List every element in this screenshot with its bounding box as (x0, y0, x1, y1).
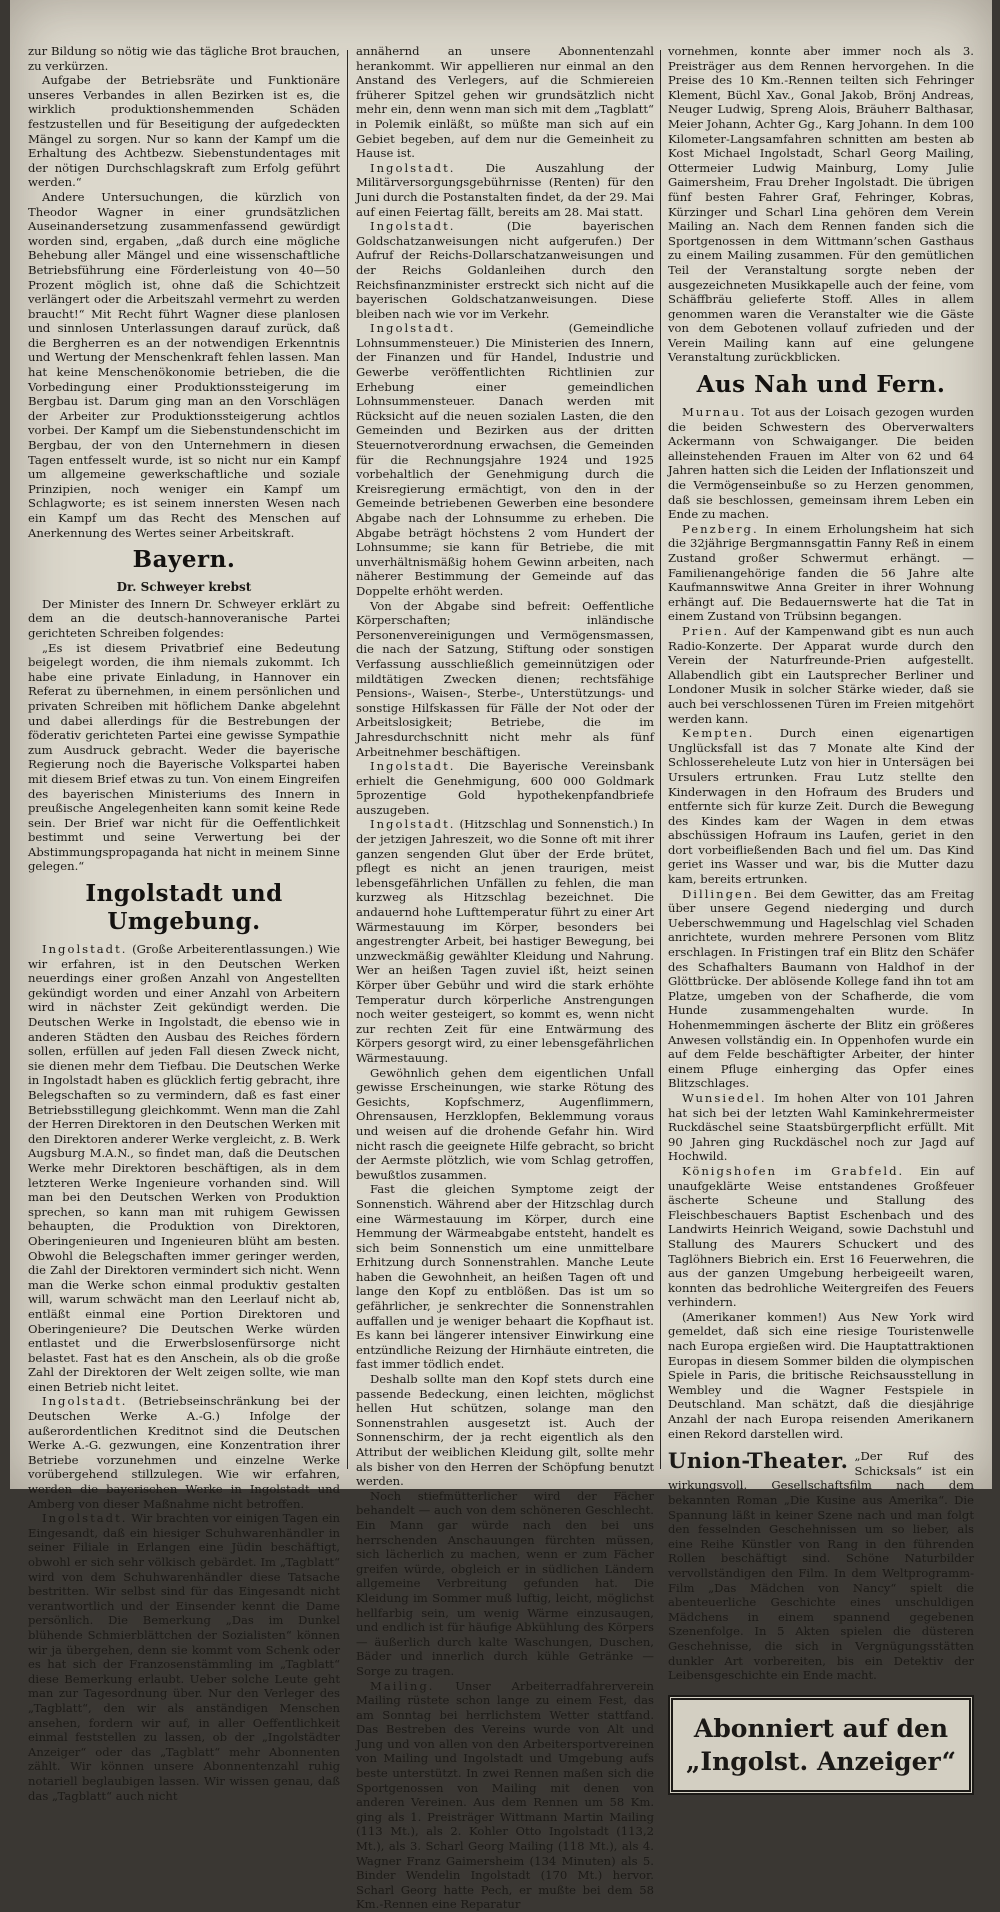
ad-line: „Ingolst. Anzeiger“ (679, 1745, 963, 1778)
column-rule (347, 50, 348, 1469)
article-paragraph (356, 817, 654, 1065)
article-paragraph (668, 1164, 974, 1310)
column-right (668, 44, 974, 1483)
article-paragraph: Deshalb sollte man den Kopf stets durch eine passende Bedeckung, einen leichten, möglichst hellen Hut schützen, solange man den Sonnenstrahlen ausgesetzt ist. Auch der Sonnenschirm, der ja recht eigentlich als den Attribut der weiblichen Kleidung gilt, sollte mehr als bisher von den Herren der Schöpfung benutzt werden. (356, 1372, 654, 1489)
dateline: Penzberg. (682, 522, 759, 536)
article-text: In einem Erholungsheim hat sich die 32jährige Bergmannsgattin Fanny Reß in einem Zustand großer Schwermut erhängt. — Familienangehörige fanden die 56 Jahre alte Kaufmannswitwe Anna Greiter in ihrer Wohnung erhängt auf. Die Bedauernswerte hat die Tat in einem Zustand von Trübsinn begangen. (668, 522, 974, 624)
article-paragraph: „Es ist diesem Privatbrief eine Bedeutung beigelegt worden, die ihm niemals zukommt. Ich habe eine private Einladung, in Hannover ein Referat zu übernehmen, in einem persönlichen und privaten Schreiben mit höflichem Danke abgelehnt und dabei allerdings für die Bestrebungen der föderativ gerichteten Partei eine gewisse Sympathie zum Ausdruck gebracht. Weder die bayerische Regierung noch die Bayerische Volkspartei haben mit diesem Brief etwas zu tun. Von einem Eingreifen des bayerischen Ministeriums des Innern in preußische Angelegenheiten kann somit keine Rede sein. Der Brief war nicht für die Oeffentlichkeit bestimmt und seine Verwertung bei der Abstimmungspropaganda hat nicht in meinem Sinne gelegen.“ (28, 641, 340, 875)
section-heading-bayern: Bayern. (28, 546, 340, 574)
column-middle (356, 44, 654, 1483)
column-left (28, 44, 340, 1483)
dateline: Ingolstadt. (370, 219, 455, 233)
article-text: Wir brachten vor einigen Tagen ein Eingesandt, daß ein hiesiger Schuhwarenhändler in seiner Filiale in Erlangen eine Jüdin beschäftigt, obwohl er sich sehr völkisch gebärdet. Im „Tagblatt“ wird von dem Schuhwarenhändler diese Tatsache bestritten. Wir selbst sind für das Eingesandt nicht verantwortlich und der Einsender kennt die Dame persönlich. Die Bemerkung „Das im Dunkel blühende Schmierblättchen der Sozialisten“ können wir ja übergehen, denn sie kommt vom Schenk oder es hat sich der Franzosenstämmling im „Tagblatt“ diese Bemerkung erlaubt. Ueber solche Leute geht man zur Tagesordnung über. Nur den Verleger des „Tagblatt“, den wir als anständigen Menschen ansehen, fordern wir auf, in aller Oeffentlichkeit einmal feststellen zu lassen, ob der „Ingolstädter Anzeiger“ oder das „Tagblatt“ mehr Abonnenten zählt. Wir können unsere Abonnentenzahl ruhig notariell beglaubigen lassen. Wir wissen genau, daß das „Tagblatt“ auch nicht (28, 1511, 340, 1802)
dateline: Prien. (682, 624, 729, 638)
theater-notice (668, 1449, 974, 1683)
dateline: Ingolstadt. (370, 321, 455, 335)
article-paragraph: Gewöhnlich gehen dem eigentlichen Unfall gewisse Erscheinungen, wie starke Rötung des Gesichts, Kopfschmerz, Augenflimmern, Ohrensausen, Herzklopfen, Beklemmung voraus und weisen auf die drohende Gefahr hin. Wird nicht rasch die geeignete Hilfe gebracht, so bricht der Aermste plötzlich, wie vom Schlag getroffen, bewußtlos zusammen. (356, 1066, 654, 1183)
article-paragraph (28, 942, 340, 1394)
article-paragraph (28, 1511, 340, 1803)
article-paragraph: vornehmen, konnte aber immer noch als 3. Preisträger aus dem Rennen hervorgehen. In die Preise des 10 Km.-Rennen teilten sich Fehringer Klement, Büchl Xav., Gonal Jakob, Brönj Andreas, Neuger Ludwig, Spreng Alois, Bräuherr Balthasar, Meier Johann, Achter Gg., Karg Johann. In dem 100 Kilometer-Langsamfahren schnitten am besten ab Kost Michael Ingolstadt, Scharl Georg Mailing, Ottermeier Ludwig Mainburg, Lomy Julie Gaimersheim, Frau Dreher Ingolstadt. Die übrigen fünf besten Fahrer Graf, Fehringer, Kobras, Kürzinger und Scharl Lina gehören dem Verein Mailing an. Nach dem Rennen fanden sich die Sportgenossen in dem Wittmann’schen Gasthaus zu einem Mailing zusammen. Für den gemütlichen Teil der Veranstaltung sorgte neben der ausgezeichneten Musikkapelle auch der feine, vom Schäffbräu gelieferte Stoff. Alles in allem genommen waren die Veranstalter wie die Gäste von dem Gebotenen vollauf zufrieden und der Verein Mailing kann auf eine gelungene Veranstaltung zurückblicken. (668, 44, 974, 365)
article-paragraph (28, 1394, 340, 1511)
article-text: Durch einen eigenartigen Unglücksfall ist das 7 Monate alte Kind der Schlossereheleute Lutz von hier in Untersägen bei Ursulers ertrunken. Frau Lutz stellte den Kinderwagen in den Hofraum des Bruders und entfernte sich für kurze Zeit. Durch die Bewegung des Kindes kam der Wagen in dem etwas abschüssigen Hofraum ins Laufen, geriet in den dort vorbeifließenden Bach und fiel um. Das Kind geriet ins Wasser und war, bis die Mutter dazu kam, bereits ertrunken. (668, 726, 974, 886)
article-paragraph (668, 726, 974, 887)
article-paragraph (668, 1091, 974, 1164)
dateline: Ingolstadt. (370, 759, 455, 773)
dateline: Dillingen. (682, 887, 759, 901)
article-text: Unser Arbeiterradfahrerverein Mailing rüstete schon lange zu einem Fest, das am Sonntag bei herrlichstem Wetter stattfand. Das Bestreben des Vereins wurde von Alt und Jung und von allen von den Arbeitersportvereinen von Mailing und Ingolstadt und Umgebung aufs beste unterstützt. In zwei Rennen maßen sich die Sportgenossen von Mailing mit denen von anderen Vereinen. Aus dem Rennen um 58 Km. ging als 1. Preisträger Wittmann Martin Mailing (113 Mt.), als 2. Kohler Otto Ingolstadt (113,2 Mt.), als 3. Scharl Georg Mailing (118 Mt.), als 4. Wagner Franz Gaimersheim (134 Minuten) als 5. Binder Wendelin Ingolstadt (170 Mt.) hervor. Scharl Georg hatte Pech, er mußte bei dem 58 Km.-Rennen eine Reparatur (356, 1679, 654, 1912)
article-paragraph: annähernd an unsere Abonnentenzahl herankommt. Wir appellieren nur einmal an den Anstand des Verlegers, auf die Schmiereien früherer Spitzel gehen wir grundsätzlich nicht mehr ein, denn wenn man sich mit dem „Tagblatt“ in Polemik einläßt, so müßte man sich auf ein Gebiet begeben, auf dem nur die Gemeinheit zu Hause ist. (356, 44, 654, 161)
subscription-ad (668, 1695, 974, 1795)
article-text: (Hitzschlag und Sonnenstich.) In der jetzigen Jahreszeit, wo die Sonne oft mit ihrer ganzen sengenden Glut über der Erde brütet, pflegt es nicht an jenen traurigen, meist lebensgefährlichen Unfällen zu fehlen, die man kurzweg als Hitzschlag bezeichnet. Die andauernd hohe Lufttemperatur führt zu einer Art Wärmestauung im Körper, besonders bei angestrengter Arbeit, bei hastiger Bewegung, bei unzweckmäßig gewählter Kleidung und Nahrung. Wer an heißen Tagen zuviel ißt, heizt seinen Körper über Gebühr und wird die stark erhöhte Temperatur durch körperliche Anstrengungen noch weiter gesteigert, so kommt es, wenn nicht zur rechten Zeit für eine Entwärmung des Körpers gesorgt wird, zu einer lebensgefährlichen Wärmestauung. (356, 817, 654, 1065)
dateline: Ingolstadt. (42, 942, 127, 956)
article-paragraph: Aufgabe der Betriebsräte und Funktionäre unseres Verbandes in allen Bezirken ist es, die wirklich produktionshemmenden Schäden festzustellen und für Beseitigung der aufgedeckten Mängel zu sorgen. Nur so kann der Kampf um die Erhaltung des Achtbezw. Siebenstundentages mit der nötigen Durchschlagskraft zum Erfolg geführt werden.“ (28, 73, 340, 190)
article-paragraph: Noch stiefmütterlicher wird der Fächer behandelt — auch von dem schöneren Geschlecht. Ein Mann gar würde nach den bei uns herrschenden Anschauungen fürchten müssen, sich lächerlich zu machen, wenn er zum Fächer greifen würde, obgleich er in südlichen Ländern allgemeine Verbreitung gefunden hat. Die Kleidung im Sommer muß luftig, leicht, möglichst hellfarbig sein, um wenig Wärme einzusaugen, und endlich ist für häufige Abkühlung des Körpers — äußerlich durch kalte Waschungen, Duschen, Bäder und innerlich durch kühle Getränke — Sorge zu tragen. (356, 1489, 654, 1679)
article-text: Bei dem Gewitter, das am Freitag über unsere Gegend niederging und durch Ueberschwemmung und Hagelschlag viel Schaden anrichtete, wurden mehrere Personen vom Blitz erschlagen. In Fristingen traf ein Blitz den Schäfer des Schafhalters Baumann von Haldhof in der Glöttbrücke. Der ablösende Kollege fand ihn tot am Platze, umgeben von der Schafherde, die vom Hunde zusammengehalten wurde. In Hohenmemmingen äscherte der Blitz ein größeres Anwesen vollständig ein. In Oppenhofen wurde ein auf dem Felde beschäftigter Arbeiter, der hinter einem Pfluge einherging das Opfer eines Blitzschlages. (668, 887, 974, 1091)
article-subheading: Dr. Schweyer krebst (28, 580, 340, 595)
dateline: Wunsiedel. (682, 1091, 767, 1105)
column-rule (660, 50, 661, 1469)
article-paragraph (356, 759, 654, 817)
dateline: Königshofen im Grabfeld. (682, 1164, 904, 1178)
article-text: (Große Arbeiterentlassungen.) Wie wir erfahren, ist in den Deutschen Werken neuerdings einer großen Anzahl von Angestellten gekündigt worden und einer Anzahl von Arbeitern wird in nächster Zeit gekündigt werden. Die Deutschen Werke in Ingolstadt, die ebenso wie in anderen Städten den Ausbau des Reiches fördern sollen, erfüllen auf jeden Fall diesen Zweck nicht, sie dienen mehr dem Tiefbau. Die Deutschen Werke in Ingolstadt haben es glücklich fertig gebracht, ihre Belegschaften so zu vermindern, daß es fast einer Betriebsstillegung gleichkommt. Wenn man die Zahl der Herren Direktoren in den Deutschen Werken mit den Direktoren anderer Werke vergleicht, z. B. Werk Augsburg M.A.N., so findet man, daß die Deutschen Werke mehr Direktoren beschäftigen, als in dem letzteren Werke Ingenieure vorhanden sind. Will man bei den Deutschen Werken von Produktion sprechen, so kann man mit ruhigem Gewissen behaupten, die Produktion von Direktoren, Oberingenieuren und Ingenieuren blüht am besten. Obwohl die Belegschaften immer geringer werden, die Zahl der Direktoren vermindert sich nicht. Wenn man die Werke schon einmal produktiv gestalten will, warum schwächt man den Leerlauf nicht ab, entläßt einmal eine Portion Direktoren und Oberingenieure? Die Deutschen Werke würden entlastet und die Erwerbslosenfürsorge nicht belastet. Fast hat es den Anschein, als ob die große Zahl der Direktoren der Welt zeigen sollte, wie man einen Betrieb nicht leitet. (28, 942, 340, 1394)
section-heading-ingolstadt: Ingolstadt und Umgebung. (28, 880, 340, 936)
dateline: Kempten. (682, 726, 754, 740)
article-paragraph (356, 321, 654, 598)
article-text: Ein auf unaufgeklärte Weise entstandenes Großfeuer äscherte Scheune und Stallung des Fleischbeschauers Baptist Eschenbach und des Landwirts Heinrich Weigand, sowie Dachstuhl und Stallung des Maurers Schuckert und des Taglöhners Biebrich ein. Erst 16 Feuerwehren, die aus der ganzen Umgebung herbeigeeilt waren, konnten das bedrohliche Weitergreifen des Feuers verhindern. (668, 1164, 974, 1309)
article-paragraph (668, 405, 974, 522)
section-heading-nah-fern: Aus Nah und Fern. (668, 371, 974, 399)
article-paragraph: Der Minister des Innern Dr. Schweyer erklärt zu dem an die deutsch-hannoveranische Partei gerichteten Schreiben folgendes: (28, 597, 340, 641)
article-text: (Gemeindliche Lohnsummensteuer.) Die Ministerien des Innern, der Finanzen und für Handel, Industrie und Gewerbe veröffentlichten Richtlinien zur Erhebung einer gemeindlichen Lohnsummensteuer. Danach werden mit Rücksicht auf die neuen sozialen Lasten, die den Gemeinden und Bezirken aus der dritten Steuernotverordnung erwachsen, die Gemeinden für die Rechnungsjahre 1924 und 1925 vorbehaltlich der Genehmigung durch die Kreisregierung ermächtigt, von den in der Gemeinde betriebenen Gewerben eine besondere Abgabe nach der Lohnsumme zu erheben. Die Abgabe beträgt höchstens 2 vom Hundert der Lohnsumme; sie kann für Betriebe, die mit unverhältnismäßig hohem Gewinn arbeiten, nach näherer Bestimmung der Gemeinde auf das Doppelte erhöht werden. (356, 321, 654, 598)
dateline: Mailing. (370, 1679, 434, 1693)
article-paragraph (356, 161, 654, 219)
dateline: Murnau. (682, 405, 746, 419)
article-text: (Die bayerischen Goldschatzanweisungen nicht aufgerufen.) Der Aufruf der Reichs-Dollarschatzanweisungen und der Reichs Goldanleihen durch den Reichsfinanzminister erstreckt sich nicht auf die bayerischen Goldschatzanweisungen. Diese bleiben nach wie vor im Verkehr. (356, 219, 654, 321)
article-paragraph (668, 624, 974, 726)
article-text: Die Bayerische Vereinsbank erhielt die Genehmigung, 600 000 Goldmark 5prozentige Gold hypothekenpfandbriefe auszugeben. (356, 759, 654, 817)
dateline: Ingolstadt. (370, 161, 455, 175)
article-paragraph: Von der Abgabe sind befreit: Oeffentliche Körperschaften; inländische Personenvereinigungen und Vermögensmassen, die nach der Satzung, Stiftung oder sonstigen Verfassung ausschließlich gemeinnützigen oder mildtätigen Zwecken dienen; rechtsfähige Pensions-, Waisen-, Sterbe-, Unterstützungs- und sonstige Hilfskassen für Fälle der Not oder der Arbeitslosigkeit; Betriebe, die im Jahresdurchschnitt nicht mehr als fünf Arbeitnehmer beschäftigen. (356, 599, 654, 760)
article-text: (Betriebseinschränkung bei der Deutschen Werke A.-G.) Infolge der außerordentlichen Kreditnot sind die Deutschen Werke A.-G. gezwungen, eine Konzentration ihrer Betriebe vorzunehmen und einzelne Werke vorübergehend stillzulegen. Wie wir erfahren, werden die bayerischen Werke in Ingolstadt und Amberg von dieser Maßnahme nicht betroffen. (28, 1394, 340, 1510)
article-text: Tot aus der Loisach gezogen wurden die beiden Schwestern des Oberverwalters Ackermann von Schwaiganger. Die beiden alleinstehenden Frauen im Alter von 62 und 64 Jahren hatten sich die Leiden der Inflationszeit und die Vermögenseinbuße so zu Herzen genommen, daß sie beschlossen, gemeinsam ihrem Leben ein Ende zu machen. (668, 405, 974, 521)
article-paragraph: (Amerikaner kommen!) Aus New York wird gemeldet, daß sich eine riesige Touristenwelle nach Europa ergießen wird. Die Hauptattraktionen Europas in diesem Sommer bilden die olympischen Spiele in Paris, die britische Reichsausstellung in Wembley und die Wagner Festspiele in Deutschland. Man schätzt, daß die diesjährige Anzahl der nach Europa reisenden Amerikanern einen Rekord darstellen wird. (668, 1310, 974, 1441)
newspaper-page (10, 0, 992, 1489)
article-paragraph (356, 219, 654, 321)
dateline: Ingolstadt. (370, 817, 455, 831)
article-paragraph: Fast die gleichen Symptome zeigt der Sonnenstich. Während aber der Hitzschlag durch eine Wärmestauung im Körper, durch eine Hemmung der Wärmeabgabe entsteht, handelt es sich beim Sonnenstich um eine unmittelbare Erhitzung durch Sonnenstrahlen. Manche Leute haben die Gewohnheit, an heißen Tagen oft und lange den Kopf zu entblößen. Das ist um so gefährlicher, je senkrechter die Sonnenstrahlen auffallen und je weniger behaart die Kopfhaut ist. Es kann bei längerer intensiver Einwirkung eine entzündliche Reizung der Hirnhäute eintreten, die fast immer tödlich endet. (356, 1182, 654, 1372)
dateline: Ingolstadt. (42, 1394, 127, 1408)
article-text: Die Auszahlung der Militärversorgungsgebührnisse (Renten) für den Juni durch die Postanstalten findet, da der 29. Mai auf einen Feiertag fällt, bereits am 28. Mai statt. (356, 161, 654, 219)
article-paragraph (668, 887, 974, 1091)
theater-text: „Der Ruf des Schicksals“ ist ein wirkungsvoll. Gesellschaftsfilm nach dem bekannten Roman „Die Kusine aus Amerika“. Die Spannung läßt in keiner Szene nach und man folgt den fesselnden Geschehnissen um so lieber, als eine Reihe Künstler von Rang in den führenden Rollen beschäftigt sind. Schöne Naturbilder vervollständigen den Film. In dem Weltprogramm-Film „Das Mädchen von Nancy“ spielt die abenteuerliche Geschichte eines unschuldigen Mädchens in einem spannend gegebenen Szenenfolge. In 5 Akten spielen die düsteren Geschehnisse, die sich in Vergnügungsstätten dunkler Art vorbereiten, bis ein Detektiv der Leibensgeschichte ein Ende macht. (668, 1449, 974, 1683)
dateline: Ingolstadt. (42, 1511, 127, 1525)
article-paragraph (356, 1679, 654, 1912)
theater-title: Union-Theater. (668, 1449, 848, 1473)
article-text: Auf der Kampenwand gibt es nun auch Radio-Konzerte. Der Apparat wurde durch den Verein der Naturfreunde-Prien aufgestellt. Allabendlich gibt ein Lautsprecher Berliner und Londoner Musik in solcher Stärke wieder, daß sie auch bei verschlossenen Türen im Freien mitgehört werden kann. (668, 624, 974, 726)
article-paragraph: Andere Untersuchungen, die kürzlich von Theodor Wagner in einer grundsätzlichen Auseinandersetzung zusammenfassend gewürdigt worden sind, ergaben, „daß durch eine mögliche Behebung aller Mängel und eine wissenschaftliche Betriebsführung eine Förderleistung von 40—50 Prozent möglich ist, ohne daß die Schichtzeit verlängert oder die Arbeitszahl vermehrt zu werden braucht!“ Mit Recht führt Wagner diese planlosen und sinnlosen Unterlassungen darauf zurück, daß die Bergherren es an der notwendigen Erkenntnis und Wertung der Menschenkraft fehlen lassen. Man hat keine Menschenökonomie betrieben, die die Vorbedingung einer Produktionssteigerung im Bergbau ist. Darum ging man an den Vorschlägen der Arbeiter zur Produktionssteigerung achtlos vorbei. Der Kampf um die Siebenstundenschicht im Bergbau, der von den Unternehmern in diesen Tagen entfesselt wurde, ist so nicht nur ein Kampf um allgemeine gewerkschaftliche und soziale Prinzipien, noch weniger ein Kampf um Schlagworte; es ist seinem innersten Wesen nach ein Kampf um das Recht des Menschen auf Anerkennung des Wertes seiner Arbeitskraft. (28, 190, 340, 540)
article-paragraph (668, 522, 974, 624)
ad-line: Abonniert auf den (679, 1712, 963, 1745)
article-paragraph: zur Bildung so nötig wie das tägliche Brot brauchen, zu verkürzen. (28, 44, 340, 73)
article-text: Im hohen Alter von 101 Jahren hat sich bei der letzten Wahl Kaminkehrermeister Ruckdäschel seine Staatsbürgerpflicht erfüllt. Mit 90 Jahren ging Ruckdäschel noch zur Jagd auf Hochwild. (668, 1091, 974, 1163)
